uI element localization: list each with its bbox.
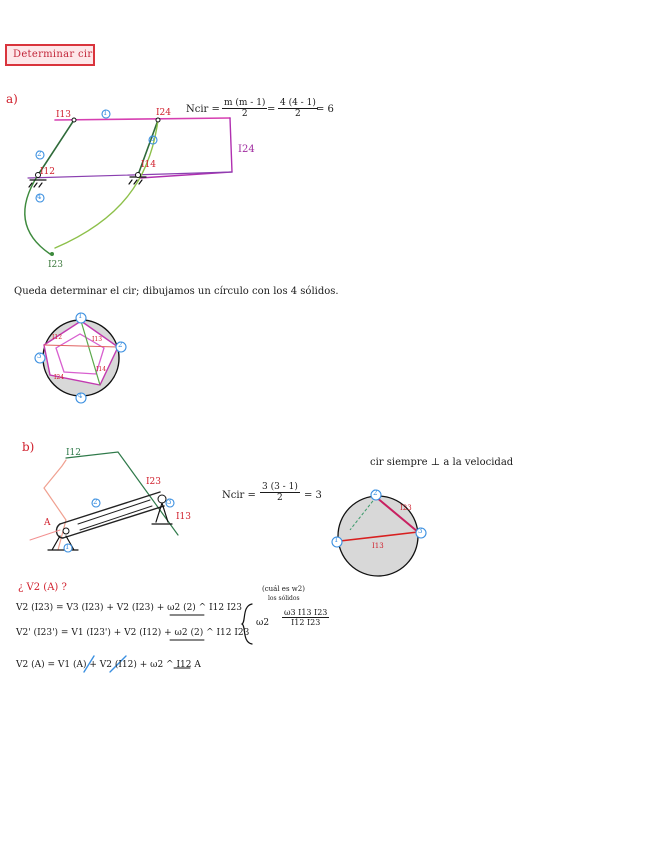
circle-b-node-top: 2 (373, 489, 378, 497)
velocity-equation-2: V2' (I23') = V1 (I23') + V2 (I12) + ω2 (2) ^ I12 I23 (16, 628, 250, 638)
part-b-cir-circle (332, 490, 426, 576)
circle-a-label-i14: I14 (96, 366, 107, 373)
velocity-equation-1: V2 (I23) = V3 (I23) + V2 (I23) + ω2 (2) ^ I12 I23 (16, 603, 242, 613)
label-i24: I24 (238, 144, 255, 155)
circle-b-node-right: 3 (418, 527, 423, 535)
velocity-equation-3: V2 (A) = V1 (A) + V2 (I12) + ω2 ^ I12 A (16, 660, 201, 670)
ncir-fraction-1 (222, 98, 267, 119)
label-i12: I12 (40, 167, 56, 177)
ncir-fraction-2-numerator: 4 (4 - 1) (280, 98, 316, 108)
ncir-fraction-1-denominator: 2 (222, 108, 267, 119)
link-1-number: 1 (103, 109, 108, 117)
ncir-b-fraction (260, 482, 300, 503)
circle-a-label-i24: I24 (54, 374, 65, 381)
omega-lhs: ω2 (256, 618, 270, 628)
ncir-result: = 6 (316, 104, 334, 115)
circle-a-node-bottom: 4 (78, 392, 83, 400)
omega-denominator: I12 I23 (282, 617, 329, 627)
ncir-equals: = (267, 104, 276, 115)
omega-fraction (282, 608, 329, 627)
ncir-fraction-2-denominator: 2 (278, 108, 318, 119)
part-a-note: Queda determinar el cir; dibujamos un círculo con los 4 sólidos. (14, 286, 339, 297)
ncir-b-numerator: 3 (3 - 1) (262, 482, 298, 492)
part-a-label: a) (6, 92, 18, 106)
ncir-b-lhs: Ncir = (222, 490, 256, 501)
circle-a-node-top: 1 (78, 312, 83, 320)
circle-a-node-left: 3 (37, 352, 42, 360)
label-i24-top: I24 (156, 108, 172, 118)
circle-a-label-i12: I12 (52, 334, 63, 341)
ncir-b-result: = 3 (304, 490, 322, 501)
circle-a-node-right: 2 (118, 341, 123, 349)
circle-b-label-i23: I23 (400, 504, 412, 512)
link-b-3-number: 3 (167, 498, 172, 506)
link-b-2-number: 2 (93, 498, 98, 506)
label-b-i23: I23 (146, 477, 162, 487)
link-b-1-number: 1 (65, 543, 70, 551)
label-i14: I14 (141, 160, 157, 170)
label-b-i13: I13 (176, 512, 192, 522)
ncir-fraction-1-numerator: m (m - 1) (224, 98, 266, 108)
bracket-note-2: los sólidos (268, 595, 300, 602)
circle-b-label-i13: I13 (372, 542, 384, 550)
part-b-mechanism (30, 452, 178, 552)
part-b-label: b) (22, 440, 35, 454)
ncir-fraction-2 (278, 98, 318, 119)
link-4-number: 4 (37, 193, 42, 201)
ncir-formula-lhs: Ncir = (186, 104, 220, 115)
ncir-b-denominator: 2 (260, 492, 300, 503)
part-a-mechanism (25, 110, 232, 256)
link-2-number: 2 (37, 150, 42, 158)
link-3-number: 3 (150, 135, 155, 143)
bracket-note-1: (cuál es w2) (262, 585, 305, 593)
omega-numerator: ω3 I13 I23 (284, 608, 328, 617)
circle-a-label-i13: I13 (92, 336, 103, 343)
part-a-cir-circle (35, 313, 126, 403)
velocity-question: ¿ V2 (A) ? (18, 582, 67, 593)
label-i23: I23 (48, 260, 64, 270)
cir-perpendicular-note: cir siempre ⊥ a la velocidad (370, 457, 514, 468)
label-b-i12: I12 (66, 448, 82, 458)
label-point-a: A (44, 518, 51, 528)
page-title: Determinar cir (13, 49, 93, 60)
label-i13: I13 (56, 110, 72, 120)
circle-b-node-left: 1 (334, 536, 339, 544)
